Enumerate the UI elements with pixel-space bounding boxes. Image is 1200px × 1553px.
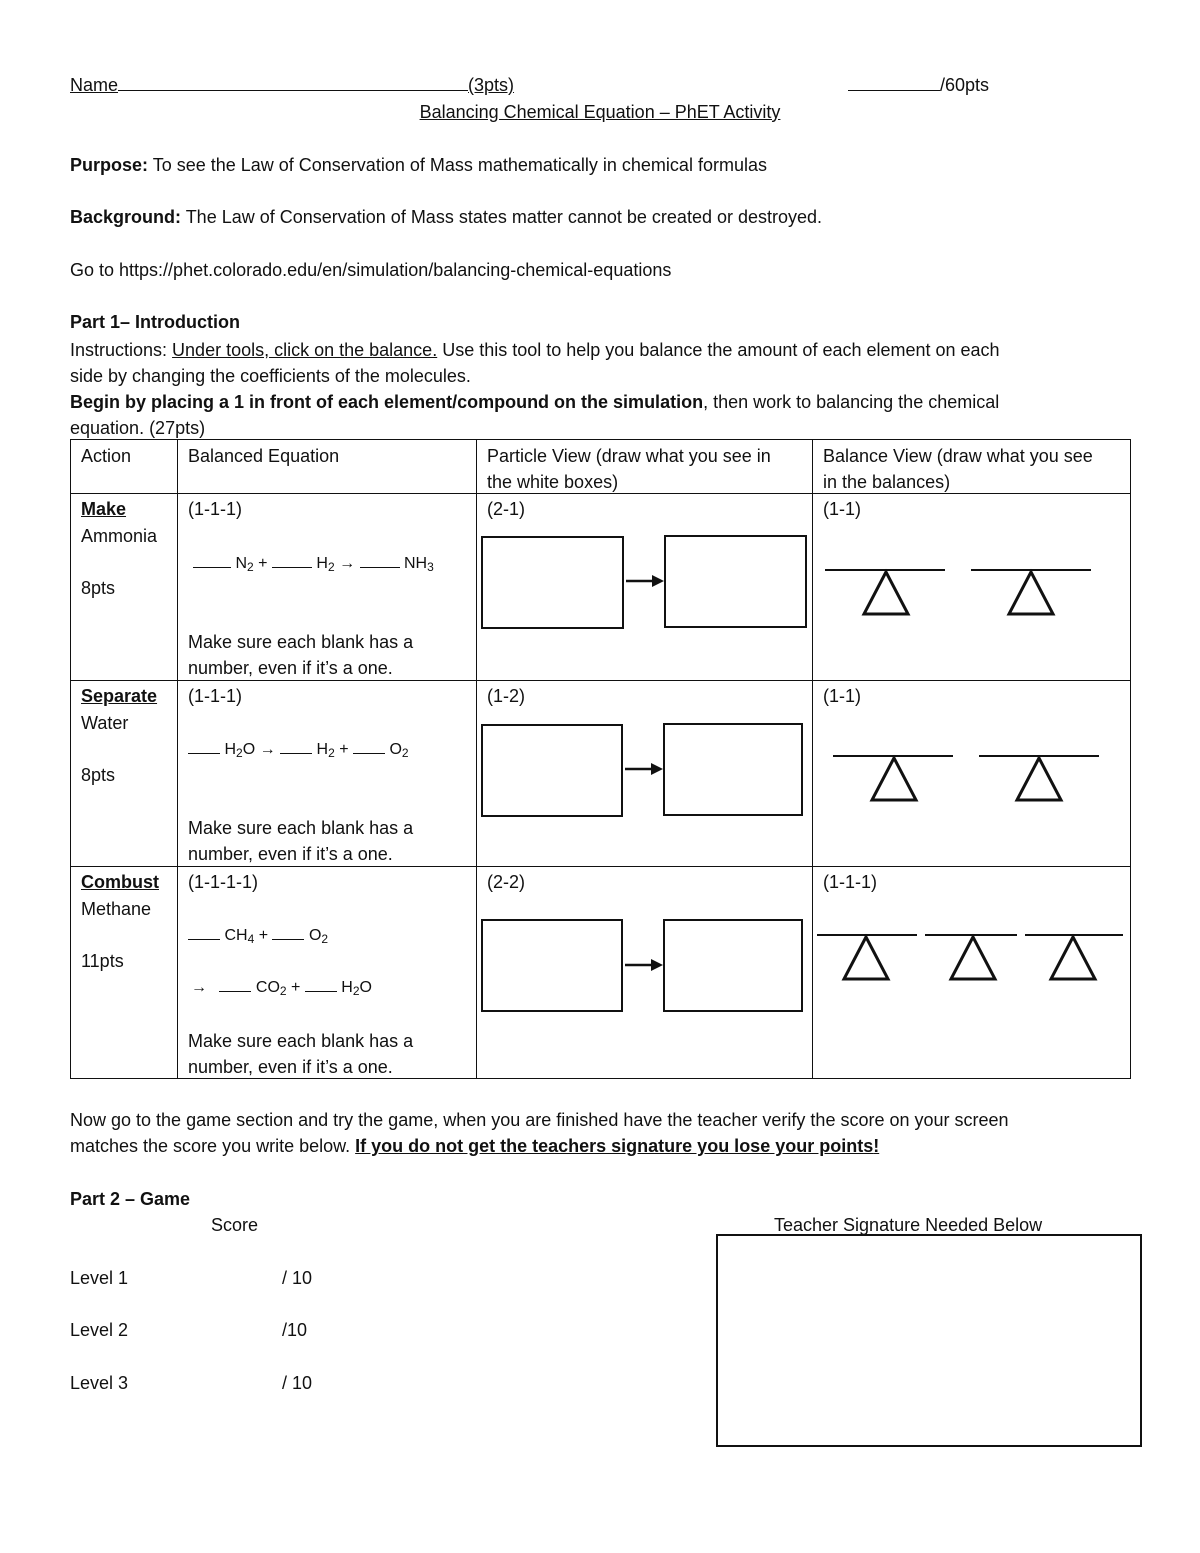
balance-icon: [1025, 935, 1123, 979]
col-divider: [812, 440, 813, 1078]
reaction-arrow: →: [191, 979, 207, 996]
page-title: Balancing Chemical Equation – PhET Activity: [419, 102, 781, 122]
game-intro-line1: Now go to the game section and try the game, when you are finished have the teacher verify the score on your screen: [70, 1110, 1009, 1130]
balance-scales: [823, 563, 1113, 619]
game-intro-line2: [70, 1133, 879, 1159]
subscript: 2: [352, 984, 360, 998]
formula: O: [242, 741, 256, 758]
purpose: [70, 152, 767, 178]
row1-note1: Make sure each blank has a: [188, 632, 414, 652]
signature-label: Teacher Signature Needed Below: [774, 1215, 1043, 1235]
begin-bold: Begin by placing a 1 in front of each element/compound on the simulation: [70, 392, 704, 412]
formula: NH: [404, 555, 428, 572]
balance-icon: [817, 935, 917, 979]
row3-particle-code: (2-2): [487, 872, 526, 892]
formula: O: [389, 741, 402, 758]
row2-points: 8pts: [81, 765, 116, 785]
level-1-label: Level 1: [70, 1268, 129, 1288]
formula: H: [316, 741, 329, 758]
background-label: Background:: [70, 207, 182, 227]
arrow-icon: [623, 760, 665, 778]
subscript: 2: [401, 746, 409, 760]
coef-blank[interactable]: [188, 924, 220, 940]
signature-warning-end: !: [873, 1136, 880, 1156]
formula: CO: [255, 979, 280, 996]
row3-note2: number, even if it’s a one.: [188, 1057, 393, 1077]
row3-balance-code: (1-1-1): [823, 872, 878, 892]
particle-box-products[interactable]: [663, 723, 803, 816]
particle-box-reactants[interactable]: [481, 919, 623, 1012]
begin-line1: [70, 389, 999, 415]
instructions-rest: Use this tool to help you balance the amount of each element on each: [437, 340, 1000, 360]
activity-table: [70, 439, 1131, 1079]
row2-verb: [81, 683, 157, 709]
instructions-underlined: Under tools, click on the balance.: [172, 340, 438, 360]
particle-box-reactants[interactable]: [481, 536, 624, 629]
subscript: 2: [279, 984, 287, 998]
coef-blank[interactable]: [272, 924, 304, 940]
formula: H: [224, 741, 237, 758]
header-particle-2: the white boxes): [487, 472, 619, 492]
coef-blank[interactable]: [305, 976, 337, 992]
particle-box-products[interactable]: [664, 535, 807, 628]
coef-blank[interactable]: [193, 552, 231, 568]
row2-verb-text: Separate: [81, 686, 158, 706]
teacher-signature-box[interactable]: [716, 1234, 1142, 1447]
row3-eq-code: (1-1-1-1): [188, 872, 259, 892]
reaction-arrow: →: [259, 741, 276, 758]
balance-icon: [825, 570, 945, 614]
row1-equation[interactable]: [193, 551, 434, 577]
subscript: 2: [328, 746, 335, 760]
col-divider: [177, 440, 178, 1078]
plus-sign: +: [286, 979, 305, 996]
name-field[interactable]: [70, 72, 514, 98]
row2-note2: number, even if it’s a one.: [188, 844, 393, 864]
formula: O: [308, 927, 322, 944]
arrow-icon: [624, 572, 666, 590]
row1-eq-code: (1-1-1): [188, 499, 243, 519]
header-equation: Balanced Equation: [188, 446, 340, 466]
row1-balance-code: (1-1): [823, 499, 862, 519]
row1-verb: [81, 496, 126, 522]
coef-blank[interactable]: [353, 738, 385, 754]
signature-warning: If you do not get the teachers signature you lose your points: [355, 1136, 874, 1156]
subscript: 4: [247, 932, 255, 946]
row3-verb-text: Combust: [81, 872, 159, 892]
row3-equation-line2[interactable]: [191, 975, 372, 1001]
game-intro-text: matches the score you write below.: [70, 1136, 356, 1156]
purpose-text: To see the Law of Conservation of Mass mathematically in chemical formulas: [148, 155, 767, 175]
begin-rest: , then work to balancing the chemical: [703, 392, 1000, 412]
col-divider: [476, 440, 477, 1078]
score-column-label: Score: [211, 1215, 259, 1235]
formula: H: [316, 555, 328, 572]
purpose-label: Purpose:: [70, 155, 149, 175]
row2-note1: Make sure each blank has a: [188, 818, 414, 838]
coef-blank[interactable]: [219, 976, 251, 992]
plus-sign: +: [254, 927, 273, 944]
header-action: Action: [81, 446, 132, 466]
begin-line2: equation. (27pts): [70, 418, 206, 438]
balance-icon: [833, 756, 953, 800]
total-score-blank[interactable]: [848, 72, 940, 91]
balance-scales: [815, 928, 1130, 984]
row3-noun: Methane: [81, 899, 152, 919]
instructions-label: Instructions:: [70, 340, 173, 360]
formula: CH: [224, 927, 248, 944]
part1-heading-text: Part 1– Introduction: [70, 312, 241, 332]
particle-box-products[interactable]: [663, 919, 803, 1012]
level-1-score[interactable]: / 10: [282, 1268, 313, 1288]
goto-url: Go to https://phet.colorado.edu/en/simulation/balancing-chemical-equations: [70, 260, 672, 280]
header-balance-2: in the balances): [823, 472, 951, 492]
total-points-label: /60pts: [940, 75, 990, 95]
row2-noun: Water: [81, 713, 129, 733]
subscript: 3: [427, 560, 434, 574]
balance-icon: [971, 570, 1091, 614]
row2-balance-code: (1-1): [823, 686, 862, 706]
coef-blank[interactable]: [188, 738, 220, 754]
instructions-line1: [70, 337, 1000, 363]
coef-blank[interactable]: [360, 552, 400, 568]
row1-note2: number, even if it’s a one.: [188, 658, 393, 678]
level-3-label: Level 3: [70, 1373, 129, 1393]
part2-heading: [70, 1186, 190, 1212]
row1-verb-text: Make: [81, 499, 127, 519]
subscript: 2: [236, 746, 243, 760]
balance-icon: [925, 935, 1017, 979]
part1-heading: [70, 309, 240, 335]
name-label: Name: [70, 75, 119, 95]
background: [70, 204, 822, 230]
subscript: 2: [321, 932, 329, 946]
header-balance-1: Balance View (draw what you see: [823, 446, 1093, 466]
level-3-score[interactable]: / 10: [282, 1373, 313, 1393]
reaction-arrow: →: [339, 555, 356, 572]
row2-particle-code: (1-2): [487, 686, 526, 706]
row2-eq-code: (1-1-1): [188, 686, 243, 706]
row3-equation-line1[interactable]: [188, 923, 328, 949]
subscript: 2: [247, 560, 254, 574]
row1-points: 8pts: [81, 578, 116, 598]
level-2-label: Level 2: [70, 1320, 129, 1340]
name-blank[interactable]: [118, 72, 468, 91]
part2-heading-text: Part 2 – Game: [70, 1189, 191, 1209]
row3-points: 11pts: [81, 951, 124, 971]
coef-blank[interactable]: [272, 552, 312, 568]
formula: N: [235, 555, 248, 572]
balance-scales: [831, 749, 1121, 805]
formula: H: [341, 979, 353, 996]
row1-particle-code: (2-1): [487, 499, 526, 519]
formula: O: [359, 979, 372, 996]
subscript: 2: [327, 560, 335, 574]
arrow-icon: [623, 956, 665, 974]
plus-sign: +: [253, 555, 272, 572]
instructions-line2: side by changing the coefficients of the molecules.: [70, 366, 471, 386]
balance-icon: [979, 756, 1099, 800]
background-text: The Law of Conservation of Mass states matter cannot be created or destroyed.: [181, 207, 823, 227]
row3-verb: [81, 869, 159, 895]
row2-equation[interactable]: [188, 737, 409, 763]
level-2-score[interactable]: /10: [282, 1320, 308, 1340]
row1-noun: Ammonia: [81, 526, 158, 546]
coef-blank[interactable]: [280, 738, 312, 754]
header-particle-1: Particle View (draw what you see in: [487, 446, 771, 466]
row3-note1: Make sure each blank has a: [188, 1031, 414, 1051]
particle-box-reactants[interactable]: [481, 724, 623, 817]
total-score[interactable]: [848, 72, 989, 98]
name-points: (3pts): [468, 75, 515, 95]
plus-sign: +: [334, 741, 353, 758]
